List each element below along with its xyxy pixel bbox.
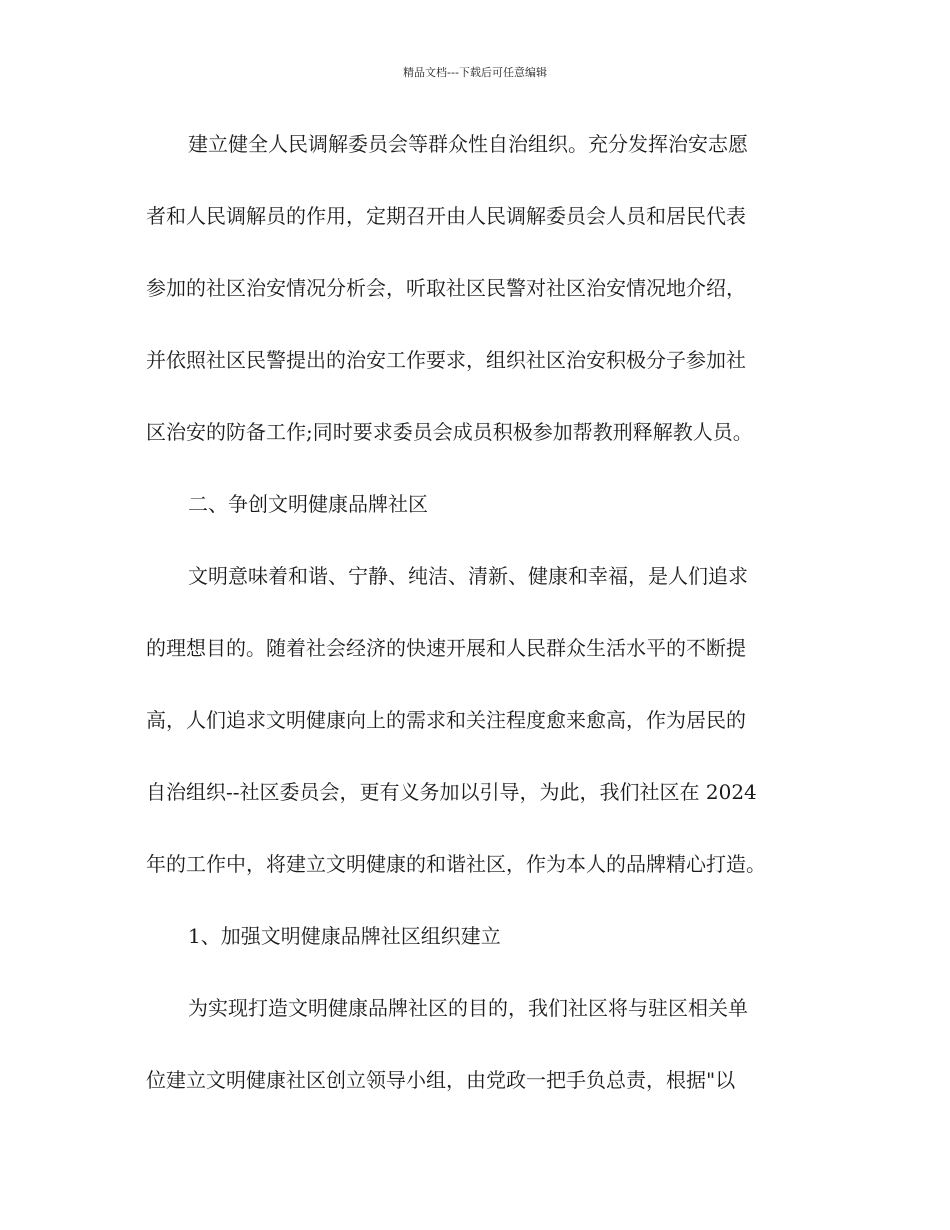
page-header: 精品文档---下载后可任意编辑 bbox=[403, 66, 547, 79]
paragraph-line: 区治安的防备工作;同时要求委员会成员积极参加帮教刑释解教人员。 bbox=[146, 420, 753, 444]
paragraph-line: 参加的社区治安情况分析会，听取社区民警对社区治安情况地介绍， bbox=[146, 276, 746, 300]
paragraph-line: 高，人们追求文明健康向上的需求和关注程度愈来愈高，作为居民的 bbox=[146, 708, 746, 732]
paragraph-line: 位建立文明健康社区创立领导小组，由党政一把手负总责，根据"以 bbox=[146, 1068, 736, 1092]
paragraph-line: 为实现打造文明健康品牌社区的目的，我们社区将与驻区相关单 bbox=[188, 996, 748, 1020]
paragraph-line: 建立健全人民调解委员会等群众性自治组织。充分发挥治安志愿 bbox=[188, 132, 748, 156]
paragraph-line: 并依照社区民警提出的治安工作要求，组织社区治安积极分子参加社 bbox=[146, 348, 746, 372]
subsection-heading: 1、加强文明健康品牌社区组织建立 bbox=[188, 924, 501, 948]
paragraph-line: 自治组织--社区委员会，更有义务加以引导，为此，我们社区在 2024 bbox=[146, 780, 757, 804]
paragraph-line: 者和人民调解员的作用，定期召开由人民调解委员会人员和居民代表 bbox=[146, 204, 746, 228]
paragraph-line: 文明意味着和谐、宁静、纯洁、清新、健康和幸福，是人们追求 bbox=[188, 564, 748, 588]
document-body bbox=[146, 120, 808, 1128]
section-heading: 二、争创文明健康品牌社区 bbox=[188, 492, 428, 516]
paragraph-line: 年的工作中，将建立文明健康的和谐社区，作为本人的品牌精心打造。 bbox=[146, 852, 766, 876]
paragraph-line: 的理想目的。随着社会经济的快速开展和人民群众生活水平的不断提 bbox=[146, 636, 746, 660]
